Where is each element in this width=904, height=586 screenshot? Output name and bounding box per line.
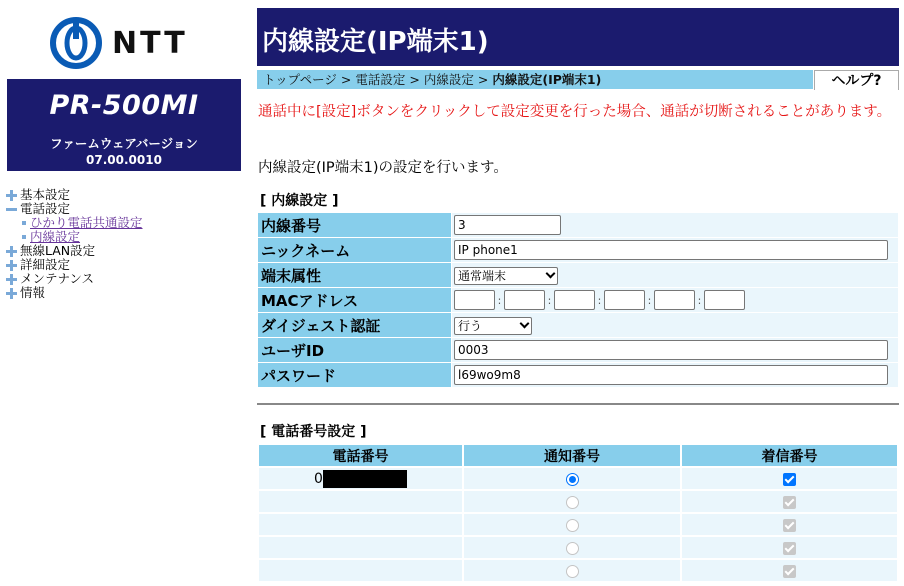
breadcrumb-item[interactable]: 内線設定 — [423, 72, 474, 87]
section-title-phone: [ 電話番号設定 ] — [260, 424, 367, 440]
breadcrumb-separator: > — [477, 72, 489, 87]
mac-address-fields — [454, 290, 898, 310]
breadcrumb-separator: > — [409, 72, 420, 87]
phone-number-cell — [258, 559, 463, 582]
plus-icon — [6, 190, 17, 201]
form-row — [258, 363, 899, 388]
phone-number-cell — [258, 490, 463, 513]
mac-input-3[interactable] — [554, 290, 595, 310]
plus-icon — [6, 288, 17, 299]
receive-cell — [681, 536, 898, 559]
table-row — [258, 513, 898, 536]
receive-checkbox[interactable] — [783, 473, 796, 486]
help-button[interactable]: ヘルプ? — [814, 70, 899, 90]
field-value — [452, 213, 899, 238]
sidebar-item-phone[interactable] — [6, 202, 143, 216]
mac-separator: : — [597, 293, 602, 307]
receive-checkbox[interactable] — [783, 542, 796, 555]
table-row — [258, 467, 898, 490]
field-label: ダイジェスト認証 — [258, 313, 452, 338]
notify-radio[interactable] — [566, 519, 579, 532]
receive-cell — [681, 467, 898, 490]
sidebar-item-label: 情報 — [20, 285, 46, 300]
page-title: 内線設定(IP端末1) — [262, 27, 489, 57]
field-value — [452, 363, 899, 388]
mac-separator: : — [647, 293, 652, 307]
column-header: 通知番号 — [463, 444, 681, 467]
select-value: 通常端末 — [458, 269, 507, 284]
table-header-row — [258, 444, 898, 467]
breadcrumb — [257, 70, 813, 89]
mac-separator: : — [497, 293, 502, 307]
logo-text: NTT — [112, 25, 188, 61]
ntt-logo-icon — [50, 17, 102, 69]
field-value — [452, 238, 899, 263]
link-hikari-common[interactable]: ひかり電話共通設定 — [30, 215, 143, 230]
product-box — [7, 79, 241, 171]
section-title-extension: [ 内線設定 ] — [260, 193, 339, 209]
breadcrumb-current: 内線設定(IP端末1) — [492, 72, 602, 87]
notify-radio[interactable] — [566, 542, 579, 555]
phone-number-cell — [258, 536, 463, 559]
user-id-input[interactable]: 0003 — [454, 340, 888, 360]
terminal-type-select[interactable] — [454, 267, 558, 285]
phone-number-table — [257, 443, 899, 583]
form-row — [258, 288, 899, 313]
receive-checkbox[interactable] — [783, 496, 796, 509]
field-value — [452, 288, 899, 313]
table-row — [258, 559, 898, 582]
mac-input-6[interactable] — [704, 290, 745, 310]
firmware-version: 07.00.0010 — [86, 153, 162, 167]
field-value — [452, 313, 899, 338]
phone-number-prefix: 0 — [314, 470, 323, 487]
extension-number-input[interactable]: 3 — [454, 215, 561, 235]
minus-icon — [6, 204, 17, 215]
receive-checkbox[interactable] — [783, 519, 796, 532]
notify-cell — [463, 536, 681, 559]
sidebar-nav — [6, 188, 143, 300]
digest-auth-select[interactable] — [454, 317, 532, 335]
redacted-block — [323, 470, 407, 488]
model-name: PR-500MI — [49, 90, 199, 121]
sidebar-item-basic[interactable] — [6, 188, 143, 202]
mac-input-4[interactable] — [604, 290, 645, 310]
ntt-logo — [50, 14, 210, 72]
table-row — [258, 536, 898, 559]
field-label: 内線番号 — [258, 213, 452, 238]
sidebar-item-label: 基本設定 — [20, 187, 71, 202]
notify-radio[interactable] — [566, 496, 579, 509]
field-label: ニックネーム — [258, 238, 452, 263]
extension-settings-table — [257, 212, 899, 388]
bullet-icon — [22, 235, 26, 239]
mac-input-1[interactable] — [454, 290, 495, 310]
sidebar-item-info[interactable] — [6, 286, 143, 300]
notify-cell — [463, 467, 681, 490]
table-row — [258, 490, 898, 513]
field-label: 端末属性 — [258, 263, 452, 288]
link-extension-settings[interactable]: 内線設定 — [30, 229, 81, 244]
field-label: パスワード — [258, 363, 452, 388]
mac-input-5[interactable] — [654, 290, 695, 310]
phone-number-cell — [258, 513, 463, 536]
mac-separator: : — [547, 293, 552, 307]
notify-radio[interactable] — [566, 473, 579, 486]
sidebar-subitem-extension — [6, 230, 143, 244]
chevron-down-icon — [520, 319, 530, 329]
description-text: 内線設定(IP端末1)の設定を行います。 — [258, 160, 508, 176]
breadcrumb-item[interactable]: トップページ — [263, 72, 337, 87]
sidebar-item-label: 詳細設定 — [20, 257, 71, 272]
form-row — [258, 238, 899, 263]
plus-icon — [6, 260, 17, 271]
notify-cell — [463, 513, 681, 536]
breadcrumb-separator: > — [340, 72, 352, 87]
receive-cell — [681, 513, 898, 536]
field-label: MACアドレス — [258, 288, 452, 313]
firmware-label: ファームウェアバージョン — [50, 136, 198, 151]
select-value: 行う — [458, 319, 483, 334]
warning-text: 通話中に[設定]ボタンをクリックして設定変更を行った場合、通話が切断されることがあります。 — [258, 104, 892, 120]
sidebar-item-label: 無線LAN設定 — [20, 243, 96, 258]
column-header: 着信番号 — [681, 444, 898, 467]
plus-icon — [6, 274, 17, 285]
page-header — [257, 8, 899, 66]
receive-cell — [681, 559, 898, 582]
sidebar-item-advanced[interactable] — [6, 258, 143, 272]
mac-separator: : — [697, 293, 702, 307]
mac-input-2[interactable] — [504, 290, 545, 310]
nickname-input[interactable]: IP phone1 — [454, 240, 888, 260]
sidebar-item-label: 電話設定 — [20, 201, 71, 216]
phone-number-cell — [258, 467, 463, 490]
chevron-down-icon — [546, 269, 556, 279]
notify-radio[interactable] — [566, 565, 579, 578]
form-row — [258, 263, 899, 288]
form-row — [258, 313, 899, 338]
section-divider — [257, 403, 899, 405]
sidebar-subitem-hikari — [6, 216, 143, 230]
sidebar-item-wlan[interactable] — [6, 244, 143, 258]
receive-cell — [681, 490, 898, 513]
form-row — [258, 338, 899, 363]
notify-cell — [463, 559, 681, 582]
sidebar-item-maintenance[interactable] — [6, 272, 143, 286]
column-header: 電話番号 — [258, 444, 463, 467]
breadcrumb-item[interactable]: 電話設定 — [355, 72, 406, 87]
field-value — [452, 263, 899, 288]
notify-cell — [463, 490, 681, 513]
field-label: ユーザID — [258, 338, 452, 363]
form-row — [258, 213, 899, 238]
password-input[interactable]: l69wo9m8 — [454, 365, 888, 385]
field-value — [452, 338, 899, 363]
receive-checkbox[interactable] — [783, 565, 796, 578]
sidebar-item-label: メンテナンス — [20, 271, 95, 286]
bullet-icon — [22, 221, 26, 225]
plus-icon — [6, 246, 17, 257]
